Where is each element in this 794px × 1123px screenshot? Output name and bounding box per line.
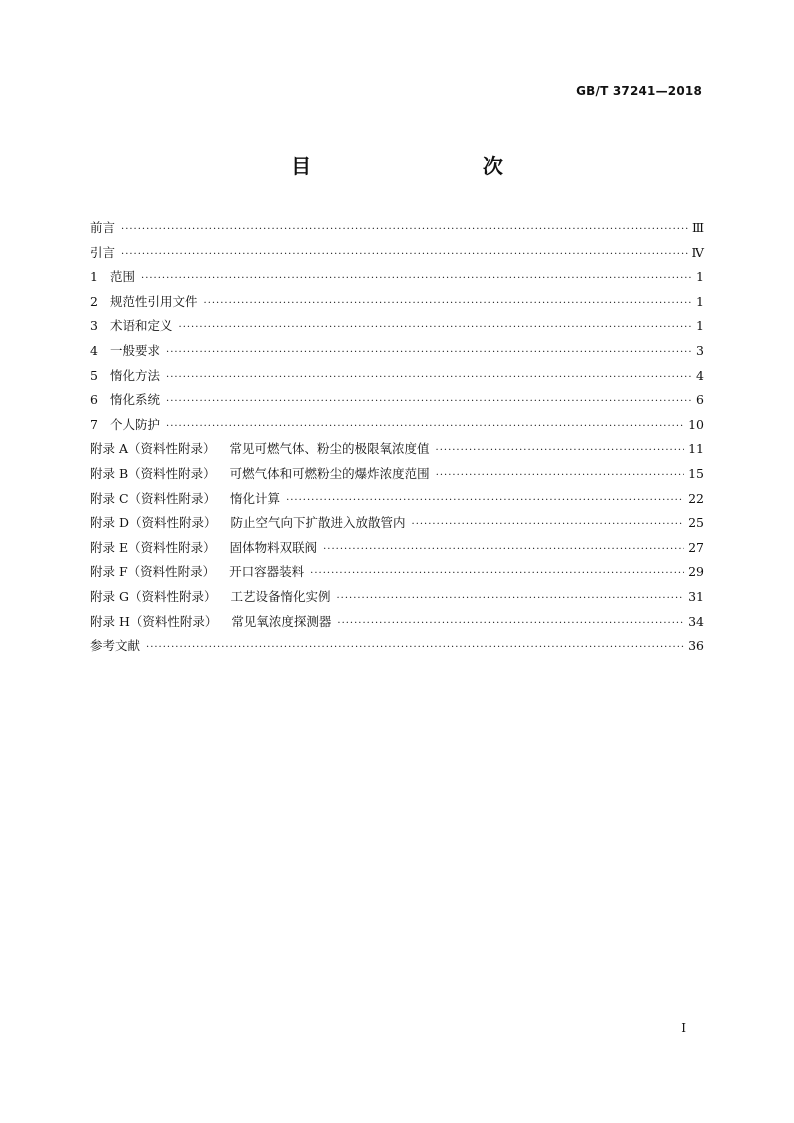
toc-entry[interactable] (90, 413, 704, 438)
toc-entry-title: 一般要求 (110, 342, 161, 358)
toc-appendix-label: 附录 C（资料性附录） (90, 490, 217, 506)
toc-leader-dots (166, 341, 692, 366)
toc-page-number: 1 (696, 269, 704, 285)
toc-entry-title: 参考文献 (90, 638, 141, 654)
toc-entry-title: 惰化计算 (230, 490, 281, 506)
toc-entry-label (90, 536, 317, 561)
toc-entry-title: 常见氧浓度探测器 (231, 613, 332, 629)
toc-leader-dots (336, 587, 684, 612)
toc-appendix-label: 附录 H（资料性附录） (90, 613, 218, 629)
page-title: 目 次 (291, 154, 503, 178)
toc-entry-title: 规范性引用文件 (110, 293, 198, 309)
toc-entry-label (90, 437, 430, 462)
toc-entry[interactable] (90, 610, 704, 635)
toc-entry-label (90, 487, 280, 512)
toc-page-number: 1 (696, 318, 704, 334)
toc-entry-title: 个人防护 (110, 416, 161, 432)
toc-entry[interactable] (90, 339, 704, 364)
toc-entry-label (90, 585, 330, 610)
toc-leader-dots (286, 489, 684, 514)
toc-appendix-label: 附录 E（资料性附录） (90, 539, 216, 555)
toc-entry-label (90, 364, 160, 389)
toc-entry-label (90, 388, 160, 413)
toc-leader-dots (121, 218, 688, 243)
toc-entry-title: 术语和定义 (110, 318, 173, 334)
toc-appendix-label: 附录 G（资料性附录） (90, 588, 217, 604)
toc-entry[interactable] (90, 462, 704, 487)
toc-page-number: 6 (696, 392, 704, 408)
toc-page-number: 29 (688, 564, 704, 580)
toc-page-number: 22 (688, 490, 704, 506)
toc-leader-dots (436, 439, 685, 464)
toc-entry-number: 4 (90, 342, 98, 358)
toc-entry[interactable] (90, 585, 704, 610)
toc-leader-dots (141, 267, 692, 292)
toc-entry[interactable] (90, 536, 704, 561)
toc-entry-label (90, 290, 198, 315)
toc-entry-title: 常见可燃气体、粉尘的极限氧浓度值 (229, 441, 430, 457)
toc-entry-label (90, 462, 430, 487)
toc-page-number: 4 (696, 367, 704, 383)
toc-entry[interactable] (90, 560, 704, 585)
toc-leader-dots (337, 612, 684, 637)
toc-leader-dots (121, 243, 687, 268)
toc-entry-number: 3 (90, 318, 98, 334)
toc-appendix-label: 附录 A（资料性附录） (90, 441, 216, 457)
toc-entry-label (90, 339, 160, 364)
toc-entry[interactable] (90, 290, 704, 315)
toc-entry[interactable] (90, 511, 704, 536)
toc-page-number: Ⅳ (691, 244, 704, 260)
toc-entry-label (90, 413, 160, 438)
toc-entry-title: 工艺设备惰化实例 (230, 588, 331, 604)
toc-entry-label (90, 560, 304, 585)
toc-leader-dots (166, 390, 692, 415)
toc-entry-number: 2 (90, 293, 98, 309)
toc-entry[interactable] (90, 388, 704, 413)
toc-page-number: 36 (688, 638, 704, 654)
toc-leader-dots (146, 636, 684, 661)
toc-leader-dots (436, 464, 684, 489)
footer-page-number: Ⅰ (681, 1021, 686, 1035)
toc-entry-number: 6 (90, 392, 98, 408)
toc-page-number: 1 (696, 293, 704, 309)
toc-entry-label (90, 634, 140, 659)
toc-entry-label (90, 216, 115, 241)
toc-entry-title: 惰化系统 (110, 392, 161, 408)
toc-entry[interactable] (90, 216, 704, 241)
toc-entry[interactable] (90, 265, 704, 290)
toc-entry-label (90, 265, 135, 290)
toc-page-number: 3 (696, 342, 704, 358)
toc-entry[interactable] (90, 634, 704, 659)
toc-leader-dots (310, 562, 684, 587)
toc-entry-number: 1 (90, 269, 98, 285)
toc-entry[interactable] (90, 487, 704, 512)
toc-entry-title: 范围 (110, 269, 136, 285)
toc-entry-title: 防止空气向下扩散进入放散管内 (230, 515, 406, 531)
toc-entry-title: 前言 (90, 220, 116, 235)
toc-entry-title: 惰化方法 (110, 367, 161, 383)
toc-entry-number: 5 (90, 367, 98, 383)
toc-leader-dots (179, 316, 692, 341)
toc-entry-label (90, 241, 115, 266)
toc-page-number: 11 (688, 441, 704, 457)
toc-entry-label (90, 610, 331, 635)
toc-entry-title: 可燃气体和可燃粉尘的爆炸浓度范围 (229, 465, 430, 481)
toc-leader-dots (412, 513, 685, 538)
toc-entry[interactable] (90, 314, 704, 339)
toc-appendix-label: 附录 B（资料性附录） (90, 465, 216, 481)
toc-leader-dots (166, 366, 692, 391)
toc-entry-title: 引言 (90, 244, 116, 260)
toc-entry-title: 开口容器装料 (229, 564, 305, 580)
toc-entry-label (90, 511, 406, 536)
toc-entry-number: 7 (90, 416, 98, 432)
toc-leader-dots (166, 415, 684, 440)
toc-entry[interactable] (90, 364, 704, 389)
standard-code: GB/T 37241—2018 (576, 84, 702, 98)
toc-page-number: 34 (688, 613, 704, 629)
toc-leader-dots (204, 292, 692, 317)
toc-appendix-label: 附录 D（资料性附录） (90, 515, 217, 531)
toc-page-number: Ⅲ (691, 220, 704, 235)
toc-page-number: 31 (688, 588, 704, 604)
toc-entry[interactable] (90, 241, 704, 266)
toc-page-number: 10 (688, 416, 704, 432)
table-of-contents (90, 216, 704, 659)
toc-page-number: 25 (688, 515, 704, 531)
toc-entry-title: 固体物料双联阀 (229, 539, 318, 555)
toc-appendix-label: 附录 F（资料性附录） (90, 564, 216, 580)
toc-entry[interactable] (90, 437, 704, 462)
toc-page-number: 15 (688, 465, 704, 481)
toc-entry-label (90, 314, 173, 339)
toc-leader-dots (323, 538, 684, 563)
toc-page-number: 27 (688, 539, 704, 555)
